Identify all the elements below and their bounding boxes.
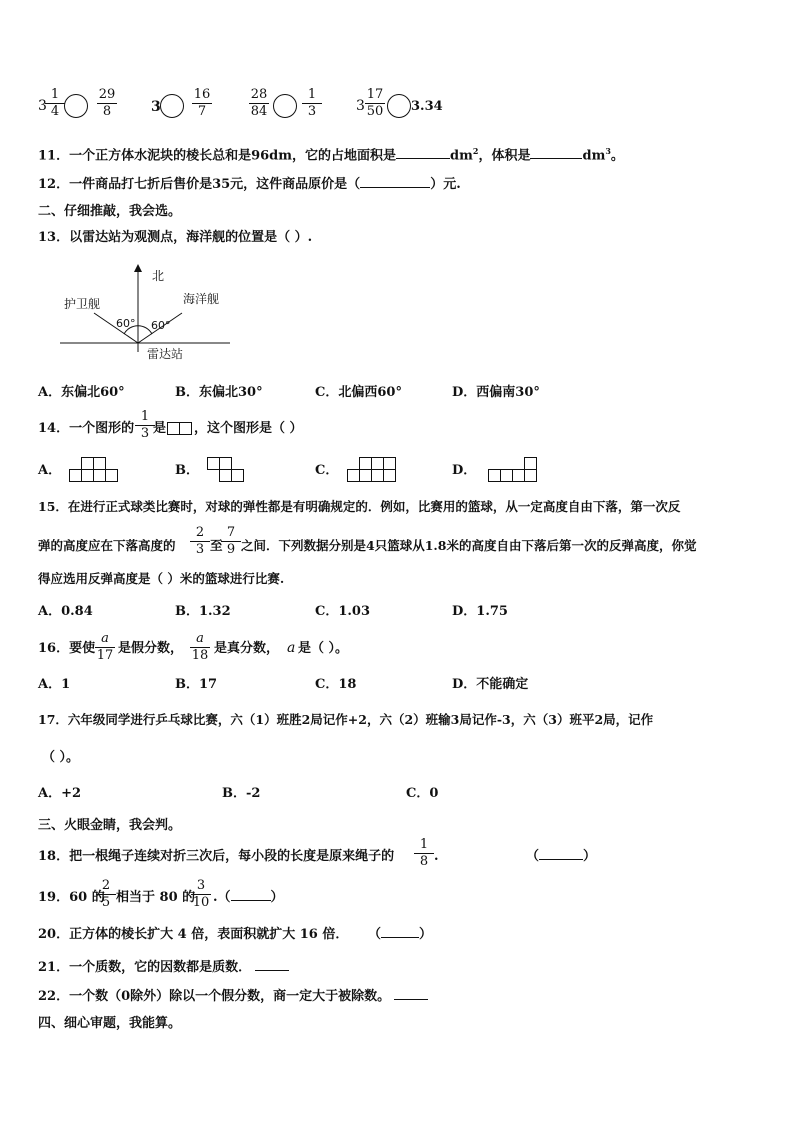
compare-circle-b[interactable]	[160, 94, 184, 118]
section-4-title: 四、细心审题，我能算。	[38, 1016, 182, 1031]
compare-circle-d[interactable]	[387, 94, 411, 118]
q13-option-b[interactable]: B．东偏北30°	[175, 385, 263, 400]
answer-blank-12[interactable]	[360, 187, 430, 188]
value-d-right: 3.34	[411, 99, 443, 114]
question-16-mid: 是假分数，	[118, 641, 184, 656]
variable-a: a	[287, 640, 296, 656]
shape-square	[179, 422, 192, 435]
compare-circle-a[interactable]	[64, 94, 88, 118]
question-14-pre: 14．一个图形的	[38, 421, 135, 436]
q14-option-a[interactable]: A．	[38, 463, 62, 478]
answer-blank-22[interactable]	[394, 999, 428, 1000]
question-15-line3: 得应选用反弹高度是（ ）米的篮球进行比赛.	[38, 571, 285, 586]
fraction-b-right: 16 7	[193, 87, 211, 119]
question-19-mid: 相当于 80 的	[116, 890, 196, 905]
q15-fraction-1: 2 3	[189, 526, 211, 557]
question-16-post1: 是真分数，	[214, 641, 280, 656]
mixed-whole-d: 3	[356, 98, 365, 114]
question-17-line1: 17．六年级同学进行乒乓球比赛，六（1）班胜2局记作+2，六（2）班输3局记作-3，六（3）班平2局，记作	[38, 712, 654, 727]
q13-option-a[interactable]: A．东偏北60°	[38, 385, 125, 400]
section-2-title: 二、仔细推敲，我会选。	[38, 204, 182, 219]
q16-option-b[interactable]: B．17	[175, 677, 218, 692]
q16-fraction-1: a 17	[96, 631, 114, 663]
q15-option-a[interactable]: A．0.84	[38, 604, 93, 619]
answer-paren-19[interactable]: .（ ）	[213, 890, 284, 905]
question-14-post: ，这个图形是（ ）	[194, 421, 303, 436]
q14-option-c[interactable]: C．	[315, 463, 339, 478]
answer-paren-18[interactable]: （ ）	[526, 849, 597, 864]
fraction-a-left: 1 4	[44, 88, 66, 119]
q16-option-d[interactable]: D．不能确定	[452, 677, 529, 692]
q17-option-a[interactable]: A．+2	[38, 786, 82, 801]
label-angle-left: 60°	[116, 317, 136, 330]
q16-option-a[interactable]: A．1	[38, 677, 71, 692]
label-angle-right: 60°	[151, 319, 171, 332]
q15-option-d[interactable]: D．1.75	[452, 604, 508, 619]
q13-option-c[interactable]: C．北偏西60°	[315, 385, 402, 400]
q18-fraction: 1 8	[413, 838, 435, 869]
q19-fraction-1: 2 5	[95, 879, 117, 910]
question-15-line1: 15．在进行正式球类比赛时，对球的弹性都是有明确规定的．例如，比赛用的篮球，从一定高度自由下落，第一次反	[38, 499, 681, 514]
section-3-title: 三、火眼金睛，我会判。	[38, 818, 182, 833]
label-radar-station: 雷达站	[147, 347, 184, 361]
compare-circle-c[interactable]	[273, 94, 297, 118]
answer-blank-11a[interactable]	[396, 158, 450, 159]
question-18: 18．把一根绳子连续对折三次后，每小段的长度是原来绳子的	[38, 849, 395, 864]
question-11: 11．一个正方体水泥块的棱长总和是96dm，它的占地面积是 $dm^2$，体积是 $dm^3$。	[38, 146, 624, 164]
q16-option-c[interactable]: C．18	[315, 677, 357, 692]
question-20: 20．正方体的棱长扩大 4 倍，表面积就扩大 16 倍．	[38, 927, 349, 942]
value-b-left: 3	[151, 99, 161, 115]
answer-blank-11b[interactable]	[530, 158, 582, 159]
q15-fraction-2: 7 9	[220, 526, 242, 557]
label-north: 北	[152, 269, 165, 283]
fraction-a-right: 29 8	[98, 87, 116, 119]
q16-fraction-2: a 18	[191, 631, 209, 663]
mixed-whole-a: 3	[38, 98, 47, 114]
fraction-c-right: 1 3	[301, 88, 323, 119]
label-escort: 护卫舰	[64, 297, 101, 311]
answer-paren-20[interactable]: （ ）	[368, 927, 433, 942]
question-15-line2a: 弹的高度应在下落高度的	[38, 538, 176, 553]
question-21: 21．一个质数，它的因数都是质数．	[38, 961, 289, 974]
fraction-c-left: 28 84	[250, 87, 268, 119]
fraction-d-left: 17 50	[366, 87, 384, 119]
question-15-line2b: 至	[210, 538, 223, 553]
question-14-mid: 是	[153, 421, 167, 436]
q19-fraction-2: 3 10	[192, 878, 210, 910]
question-18-end: .	[434, 849, 439, 864]
label-ocean-ship: 海洋舰	[183, 292, 220, 306]
question-13: 13．以雷达站为观测点，海洋舰的位置是（ ）.	[38, 230, 313, 245]
q15-option-c[interactable]: C．1.03	[315, 604, 371, 619]
q17-option-c[interactable]: C．0	[406, 786, 439, 801]
answer-blank-21[interactable]	[255, 970, 289, 971]
q15-option-b[interactable]: B．1.32	[175, 604, 231, 619]
q14-fraction: 1 3	[134, 410, 156, 441]
q13-option-d[interactable]: D．西偏南30°	[452, 385, 540, 400]
q17-option-b[interactable]: B．-2	[222, 786, 261, 801]
question-12: 12．一件商品打七折后售价是35元，这件商品原价是（ ）元.	[38, 177, 461, 192]
question-16-post2: 是（ ）。	[298, 641, 349, 656]
question-16-pre: 16．要使	[38, 641, 96, 656]
question-19-pre: 19．60 的	[38, 890, 105, 905]
question-15-line2c: 之间．下列数据分别是4只篮球从1.8米的高度自由下落后第一次的反弹高度，你觉	[241, 538, 697, 553]
q14-option-d[interactable]: D．	[452, 463, 477, 478]
question-22: 22．一个数（0除外）除以一个假分数，商一定大于被除数。	[38, 990, 428, 1003]
question-17-line2: （ ）。	[42, 750, 80, 765]
q14-option-b[interactable]: B．	[175, 463, 199, 478]
north-arrowhead	[134, 264, 142, 272]
